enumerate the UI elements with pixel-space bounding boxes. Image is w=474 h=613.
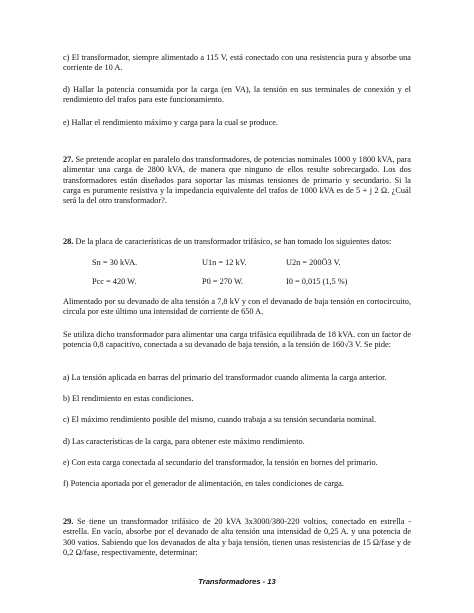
problem-28-load: Se utiliza dicho transformador para alimentar una carga trifásica equilibrada de 18 kVA. con un factor de potencia 0,8 capacitivo, conectada a su devanado de baja tensión, a la tensión de 160√3 V. Se pide: bbox=[63, 330, 411, 350]
data-i0: I0 = 0,015 (1,5 %) bbox=[286, 277, 348, 286]
problem-29-number: 29. bbox=[63, 517, 74, 526]
problem-29 bbox=[63, 517, 411, 558]
problem-28-intro bbox=[63, 237, 411, 247]
data-sn: Sn = 30 kVA. bbox=[92, 258, 138, 267]
page-footer: Transformadores - 13 bbox=[198, 577, 276, 586]
data-u1n: U1n = 12 kV. bbox=[202, 258, 247, 267]
problem-28-item-f: f) Potencia aportada por el generador de alimentación, en tales condiciones de carga. bbox=[63, 479, 344, 488]
problem-27-text: Se pretende acoplar en paralelo dos transformadores, de potencias nominales 1000 y 1800 kVA, para alimentar una carga de 2800 kVA, de manera que ninguno de ellos resulte sobrecargado. Los dos transformadores están diseñados para soportar las mismas tensiones de primario y secundario. Si la carga es puramente resistiva y la impedancia equivalente del trafos de 1000 kVA es de 5 + j 2 Ω. ¿Cuál será la del otro transformador?. bbox=[63, 155, 411, 206]
problem-26-item-d: d) Hallar la potencia consumida por la carga (en VA), la tensión en sus terminales de conexión y el rendimiento del trafos para este funcionamiento. bbox=[63, 85, 411, 105]
problem-29-text: Se tiene un transformador trifásico de 20 kVA 3x3000/380-220 voltios, conectado en estrella - estrella. En vacío, absorbe por el devanado de alta tensión una intensidad de 0,25 A. y una potencia de 300 vatios. Sabiendo que los devanados de alta y baja tensión, tienen unas resistencias de 15 Ω/fase y de 0,2 Ω/fase, respectivamente, determinar: bbox=[63, 517, 411, 557]
problem-28-short-circuit: Alimentado por su devanado de alta tensión a 7,8 kV y con el devanado de baja tensión en cortocircuito, circula por este último una intensidad de corriente de 650 A. bbox=[63, 297, 411, 317]
problem-28-item-d: d) Las características de la carga, para obtener este máximo rendimiento. bbox=[63, 437, 305, 446]
problem-26-item-e: e) Hallar el rendimiento máximo y carga para la cual se produce. bbox=[63, 118, 279, 127]
problem-26-item-c: c) El transformador, siempre alimentado a 115 V, está conectado con una resistencia pura y absorbe una corriente de 10 A. bbox=[63, 53, 411, 73]
problem-28-item-a: a) La tensión aplicada en barras del primario del transformador cuando alimenta la carga anterior. bbox=[63, 373, 387, 382]
problem-28-item-c: c) El máximo rendimiento posible del mismo, cuando trabaja a su tensión secundaria nominal. bbox=[63, 415, 377, 424]
problem-27 bbox=[63, 155, 411, 206]
data-pcc: Pcc = 420 W. bbox=[92, 277, 137, 286]
problem-28-number: 28. bbox=[63, 237, 74, 246]
data-u2n: U2n = 200Ö3 V. bbox=[286, 258, 341, 267]
problem-28-intro-text: De la placa de características de un transformador trifásico, se han tomado los siguientes datos: bbox=[73, 237, 392, 246]
problem-28-item-b: b) El rendimiento en estas condiciones. bbox=[63, 394, 194, 403]
problem-28-item-e: e) Con esta carga conectada al secundario del transformador, la tensión en bornes del primario. bbox=[63, 458, 378, 467]
problem-27-number: 27. bbox=[63, 155, 74, 164]
data-p0: P0 = 270 W. bbox=[202, 277, 244, 286]
